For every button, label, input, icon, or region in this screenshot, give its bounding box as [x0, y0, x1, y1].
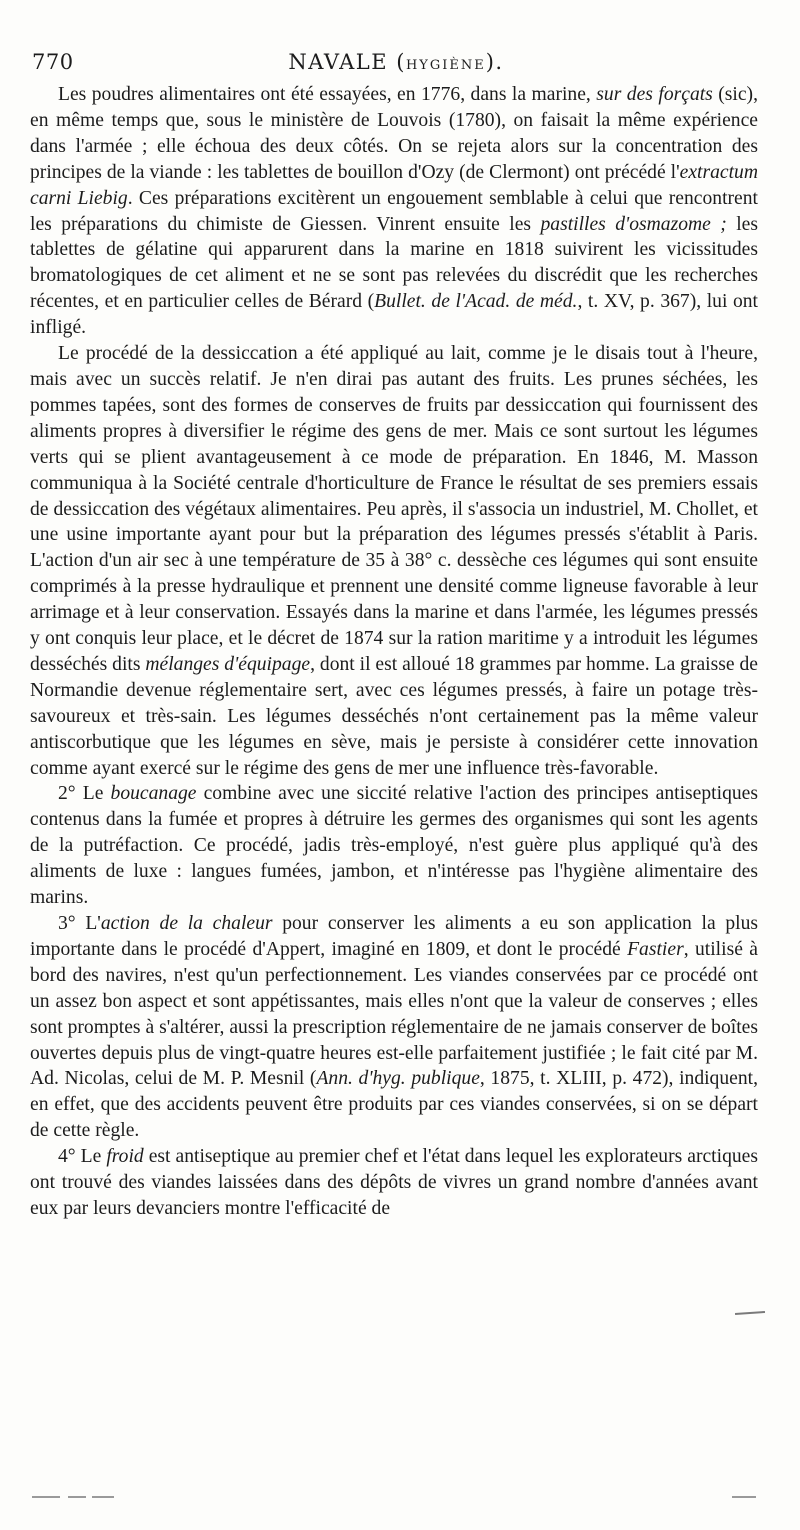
paragraph: [30, 911, 758, 1144]
text-run: 2° Le: [58, 783, 111, 805]
paragraph: [30, 82, 758, 341]
text-run: 3° L': [58, 913, 101, 934]
text-run: . Ces préparations excitèrent un engouement semblable à celui que rencontrent les préparations du chimiste de Giessen. Vinrent ensuite les: [30, 187, 758, 235]
text-run: , 1875, t. XLIII, p. 472), indiquent, en effet, que des accidents peuvent être produits par ces viandes conservées, si on se départ de cette règle.: [30, 1068, 758, 1142]
paragraph: [30, 781, 758, 911]
italic-text: action de la chaleur: [100, 913, 273, 934]
text-run: (sic), en même temps que, sous le ministère de Louvois (1780), on faisait la même expérience dans l'armée ; elle échoua des deux côtés. On se rejeta alors sur la concentration des principes de la viande : les tablettes de bouillon d'Ozy (de Clermont) ont précédé l': [30, 84, 758, 183]
text-run: combine avec une siccité relative l'action des principes antiseptiques contenus dans la fumée et propres à détruire les germes des organismes qui sont les agents de la putréfaction. Ce procédé, jadis très-employé, n'est guère plus appliqué qu'à des aliments de luxe : langues fumées, jambon, et n'intéresse pas l'hygiène alimentaire des marins.: [30, 783, 758, 909]
italic-text: Ann. d'hyg. publique: [316, 1068, 480, 1090]
text-run: pour conserver les aliments a eu son application la plus importante dans le procédé d'Appert, imaginé en 1809, et dont le procédé: [30, 913, 759, 960]
italic-text: Fastier: [627, 938, 684, 960]
text-run: , utilisé à bord des navires, n'est qu'un perfectionnement. Les viandes conservées par ce procédé ont un assez bon aspect et sont appétissantes, mais elles n'ont que la valeur de conserves ; elles sont promptes à s'altérer, aussi la prescription réglementaire de ne jamais conserver de boîtes ouvertes depuis plus de vingt-quatre heures est-elle parfaitement justifiée ; le fait cité par M. Ad. Nicolas, celui de M. P. Mesnil (: [30, 938, 758, 1090]
running-title: [32, 50, 760, 74]
italic-text: mélanges d'équipage: [145, 653, 311, 675]
text-run: Le procédé de la dessiccation a été appliqué au lait, comme je le disais tout à l'heure, mais avec un succès relatif. Je n'en dirai pas autant des fruits. Les prunes séchées, les pommes tapées, sont des formes de conserves de fruits par dessiccation qui fournissent des aliments propres à diversifier le régime des gens de mer. Mais ce sont surtout les légumes verts qui se plient avantageusement à ce mode de préparation. En 1846, M. Masson communiqua à la Société centrale d'horticulture de France le résultat de ses premiers essais de dessiccation des végétaux alimentaires. Peu après, il s'associa un industriel, M. Chollet, et une usine importante ayant pour but la préparation des légumes pressés s'établit à Paris. L'action d'un air sec à une température de 35 à 38° c. dessèche ces légumes qui sont ensuite comprimés à la presse hydraulique et prennent une densité comme ligneuse favorable à leur arrimage et à leur conservation. Essayés dans la marine et dans l'armée, les légumes pressés y ont conquis leur place, et le décret de 1874 sur la ration maritime y a introduit les légumes desséchés dits: [30, 343, 758, 675]
footer-scan-marks: [32, 1496, 762, 1500]
body-text: [30, 82, 758, 1222]
paragraph: [30, 1144, 758, 1222]
running-title-subject: HYGIÈNE: [405, 58, 486, 73]
text-run: , dont il est alloué 18 grammes par homme. La graisse de Normandie devenue réglementaire sert, avec ces légumes pressés, à faire un potage très-savoureux et très-sain. Les légumes desséchés n'ont certainement pas la même valeur antiscorbutique que les légumes en sève, mais je persiste à considérer cette innovation comme ayant exercé sur le régime des gens de mer une influence très-favorable.: [30, 653, 758, 779]
text-run: , t. XV, p. 367), lui ont infligé.: [30, 291, 758, 339]
running-head: [32, 50, 760, 80]
running-title-paren-close: ).: [485, 50, 504, 74]
text-run: est antiseptique au premier chef et l'état dans lequel les explorateurs arctiques ont trouvé des viandes laissées dans des dépôts de vivres un grand nombre d'années avant eux par leurs devanciers montre l'efficacité de: [30, 1146, 758, 1219]
running-title-main: NAVALE: [288, 50, 389, 74]
italic-text: extractum carni Liebig: [30, 161, 758, 209]
italic-text: pastilles d'osmazome ;: [540, 213, 727, 235]
italic-text: sur des forçats: [596, 84, 713, 105]
ink-stroke-mark: [735, 1311, 765, 1315]
text-run: 4° Le: [58, 1146, 107, 1168]
paragraph: [30, 341, 758, 781]
italic-text: Bullet. de l'Acad. de méd.: [374, 291, 578, 313]
text-run: les tablettes de gélatine qui apparurent dans la marine en 1818 suivirent les vicissitudes bromatologiques de cet aliment et ne se sont pas relevées du discrédit que les recherches récentes, et en particulier celles de Bérard (: [30, 213, 758, 313]
italic-text: boucanage: [110, 783, 197, 805]
text-run: Les poudres alimentaires ont été essayées, en 1776, dans la marine,: [58, 84, 597, 105]
italic-text: froid: [106, 1146, 144, 1168]
running-title-paren-open: (: [388, 50, 406, 74]
page-number: 770: [32, 50, 74, 74]
